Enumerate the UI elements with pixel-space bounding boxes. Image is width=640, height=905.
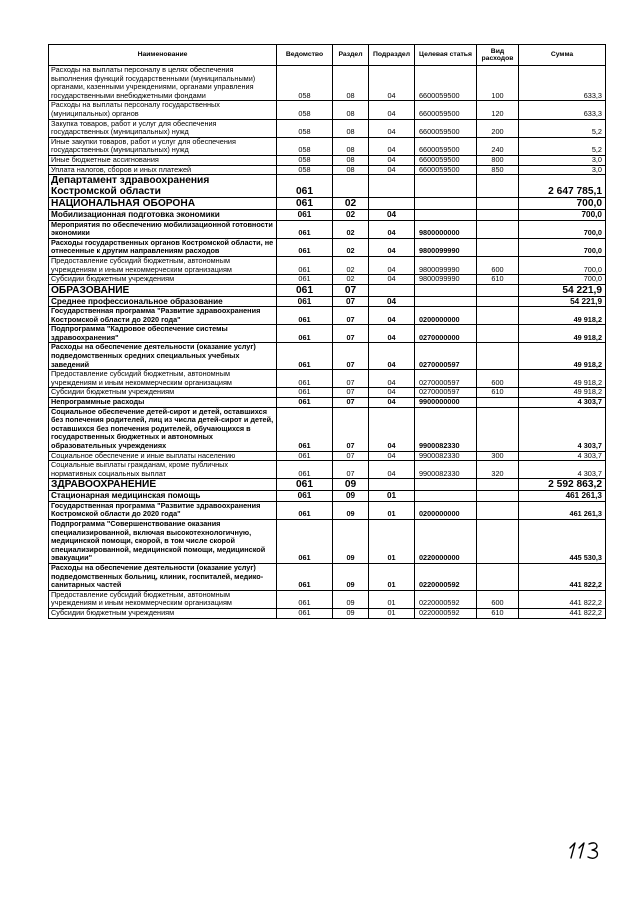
- cell-summa: 700,0: [519, 238, 606, 256]
- cell-podrazdel: [369, 479, 415, 491]
- cell-ved: 058: [277, 66, 333, 101]
- cell-podrazdel: 04: [369, 307, 415, 325]
- cell-statya: 9800099990: [415, 256, 477, 274]
- cell-name: Подпрограмма "Совершенствование оказания специализированной, включая высокотехнологичную, медицинской помощи, скорой, в том числе скорой специализированной, медицинской помощи, медицинской эвакуации": [49, 519, 277, 563]
- cell-summa: 461 261,3: [519, 501, 606, 519]
- cell-summa: 2 592 863,2: [519, 479, 606, 491]
- cell-podrazdel: 04: [369, 296, 415, 306]
- cell-name: Государственная программа "Развитие здравоохранения Костромской области до 2020 года": [49, 501, 277, 519]
- header-podrazdel: Подраздел: [369, 45, 415, 66]
- cell-statya: 9900000000: [415, 398, 477, 408]
- cell-summa: 700,0: [519, 275, 606, 285]
- cell-ved: 061: [277, 175, 333, 198]
- table-row: [49, 325, 606, 343]
- cell-statya: [415, 479, 477, 491]
- cell-statya: [415, 296, 477, 306]
- cell-razdel: 08: [333, 66, 369, 101]
- cell-vid: 600: [477, 370, 519, 388]
- cell-ved: 061: [277, 220, 333, 238]
- cell-ved: 058: [277, 155, 333, 165]
- table-row: [49, 608, 606, 618]
- cell-statya: 0270000597: [415, 388, 477, 398]
- table-header: [49, 45, 606, 66]
- cell-statya: 9800000000: [415, 220, 477, 238]
- table-row: [49, 388, 606, 398]
- cell-name: Департамент здравоохранения Костромской области: [49, 175, 277, 198]
- table-row: [49, 398, 606, 408]
- table-row: [49, 256, 606, 274]
- cell-name: Расходы государственных органов Костромской области, не отнесенные к другим направлениям расходов: [49, 238, 277, 256]
- cell-vid: [477, 501, 519, 519]
- cell-podrazdel: 01: [369, 563, 415, 590]
- cell-ved: 058: [277, 119, 333, 137]
- cell-podrazdel: [369, 198, 415, 210]
- table-row: [49, 101, 606, 119]
- cell-razdel: 07: [333, 307, 369, 325]
- cell-summa: 700,0: [519, 256, 606, 274]
- header-name: Наименование: [49, 45, 277, 66]
- cell-razdel: 09: [333, 491, 369, 501]
- cell-vid: 120: [477, 101, 519, 119]
- budget-table: [48, 44, 606, 619]
- cell-vid: [477, 479, 519, 491]
- cell-ved: 061: [277, 325, 333, 343]
- cell-vid: 100: [477, 66, 519, 101]
- header-razdel: Раздел: [333, 45, 369, 66]
- cell-statya: 9800099990: [415, 238, 477, 256]
- cell-vid: [477, 296, 519, 306]
- table-body: [49, 66, 606, 619]
- cell-razdel: 07: [333, 407, 369, 451]
- cell-ved: 061: [277, 307, 333, 325]
- cell-podrazdel: 01: [369, 608, 415, 618]
- cell-razdel: 09: [333, 563, 369, 590]
- cell-ved: 061: [277, 563, 333, 590]
- cell-summa: 49 918,2: [519, 388, 606, 398]
- cell-summa: 5,2: [519, 137, 606, 155]
- cell-summa: 54 221,9: [519, 296, 606, 306]
- cell-razdel: 09: [333, 519, 369, 563]
- cell-vid: [477, 519, 519, 563]
- cell-statya: 9900082330: [415, 451, 477, 461]
- cell-podrazdel: 04: [369, 407, 415, 451]
- cell-podrazdel: 04: [369, 165, 415, 175]
- cell-name: Социальное обеспечение и иные выплаты населению: [49, 451, 277, 461]
- cell-name: НАЦИОНАЛЬНАЯ ОБОРОНА: [49, 198, 277, 210]
- cell-summa: 3,0: [519, 165, 606, 175]
- cell-name: ОБРАЗОВАНИЕ: [49, 284, 277, 296]
- cell-ved: 061: [277, 284, 333, 296]
- table-row: [49, 307, 606, 325]
- cell-ved: 061: [277, 275, 333, 285]
- table-row: [49, 198, 606, 210]
- cell-statya: 0270000000: [415, 325, 477, 343]
- cell-statya: [415, 284, 477, 296]
- cell-vid: 320: [477, 461, 519, 479]
- cell-ved: 061: [277, 407, 333, 451]
- cell-name: Среднее профессиональное образование: [49, 296, 277, 306]
- cell-statya: 0270000597: [415, 370, 477, 388]
- cell-ved: 061: [277, 388, 333, 398]
- cell-name: Закупка товаров, работ и услуг для обеспечения государственных (муниципальных) нужд: [49, 119, 277, 137]
- table-row: [49, 407, 606, 451]
- cell-podrazdel: 04: [369, 451, 415, 461]
- table-row: [49, 491, 606, 501]
- table-row: [49, 479, 606, 491]
- cell-ved: 058: [277, 137, 333, 155]
- cell-podrazdel: 04: [369, 398, 415, 408]
- cell-summa: 633,3: [519, 66, 606, 101]
- cell-ved: 061: [277, 501, 333, 519]
- cell-name: Иные бюджетные ассигнования: [49, 155, 277, 165]
- cell-vid: 610: [477, 275, 519, 285]
- cell-summa: 49 918,2: [519, 307, 606, 325]
- cell-statya: [415, 198, 477, 210]
- cell-summa: 49 918,2: [519, 343, 606, 370]
- table-row: [49, 155, 606, 165]
- cell-vid: [477, 407, 519, 451]
- cell-summa: 461 261,3: [519, 491, 606, 501]
- cell-vid: [477, 398, 519, 408]
- cell-razdel: 02: [333, 198, 369, 210]
- cell-razdel: 02: [333, 210, 369, 220]
- cell-vid: 850: [477, 165, 519, 175]
- cell-razdel: 08: [333, 165, 369, 175]
- cell-vid: 240: [477, 137, 519, 155]
- cell-vid: [477, 220, 519, 238]
- cell-ved: 061: [277, 256, 333, 274]
- cell-razdel: 08: [333, 137, 369, 155]
- cell-summa: 441 822,2: [519, 608, 606, 618]
- cell-ved: 061: [277, 238, 333, 256]
- cell-vid: [477, 563, 519, 590]
- cell-vid: [477, 238, 519, 256]
- cell-podrazdel: 01: [369, 501, 415, 519]
- cell-ved: 058: [277, 101, 333, 119]
- cell-vid: [477, 175, 519, 198]
- cell-podrazdel: 04: [369, 461, 415, 479]
- cell-name: Социальное обеспечение детей-сирот и детей, оставшихся без попечения родителей, лиц из числа детей-сирот и детей, оставшихся без попечения родителей, обучающихся в государственных бюджетных и автономных образовательных учреждениях: [49, 407, 277, 451]
- cell-podrazdel: 04: [369, 370, 415, 388]
- cell-vid: [477, 307, 519, 325]
- cell-statya: [415, 491, 477, 501]
- cell-summa: 49 918,2: [519, 370, 606, 388]
- cell-statya: 0200000000: [415, 307, 477, 325]
- header-statya: Целевая статья: [415, 45, 477, 66]
- cell-statya: 0220000000: [415, 519, 477, 563]
- cell-name: Расходы на обеспечение деятельности (оказание услуг) подведомственных средних специальных учебных заведений: [49, 343, 277, 370]
- cell-razdel: 07: [333, 398, 369, 408]
- cell-razdel: 07: [333, 343, 369, 370]
- cell-summa: 700,0: [519, 198, 606, 210]
- cell-name: Стационарная медицинская помощь: [49, 491, 277, 501]
- cell-summa: 441 822,2: [519, 563, 606, 590]
- cell-razdel: 07: [333, 370, 369, 388]
- cell-ved: 061: [277, 451, 333, 461]
- cell-summa: 2 647 785,1: [519, 175, 606, 198]
- table-row: [49, 66, 606, 101]
- cell-summa: 700,0: [519, 210, 606, 220]
- cell-vid: [477, 210, 519, 220]
- cell-razdel: 07: [333, 451, 369, 461]
- cell-statya: 0220000592: [415, 608, 477, 618]
- cell-statya: 0220000592: [415, 563, 477, 590]
- cell-name: Расходы на обеспечение деятельности (оказание услуг) подведомственных больниц, клиник, госпиталей, медико-санитарных частей: [49, 563, 277, 590]
- cell-podrazdel: 04: [369, 101, 415, 119]
- cell-ved: 061: [277, 198, 333, 210]
- cell-ved: 061: [277, 479, 333, 491]
- cell-summa: 441 822,2: [519, 590, 606, 608]
- table-row: [49, 119, 606, 137]
- cell-vid: 600: [477, 590, 519, 608]
- table-row: [49, 210, 606, 220]
- cell-summa: 445 530,3: [519, 519, 606, 563]
- cell-ved: 061: [277, 461, 333, 479]
- table-row: [49, 501, 606, 519]
- table-row: [49, 590, 606, 608]
- cell-razdel: [333, 175, 369, 198]
- cell-name: Предоставление субсидий бюджетным, автономным учреждениям и иным некоммерческим организациям: [49, 256, 277, 274]
- cell-summa: 49 918,2: [519, 325, 606, 343]
- cell-podrazdel: 01: [369, 519, 415, 563]
- cell-summa: 633,3: [519, 101, 606, 119]
- table-row: [49, 370, 606, 388]
- cell-statya: 9900082330: [415, 407, 477, 451]
- cell-podrazdel: 04: [369, 137, 415, 155]
- table-row: [49, 519, 606, 563]
- table-row: [49, 238, 606, 256]
- cell-podrazdel: 01: [369, 491, 415, 501]
- cell-razdel: 07: [333, 388, 369, 398]
- cell-name: Мероприятия по обеспечению мобилизационной готовности экономики: [49, 220, 277, 238]
- cell-razdel: 02: [333, 238, 369, 256]
- cell-summa: 4 303,7: [519, 451, 606, 461]
- table-row: [49, 563, 606, 590]
- cell-statya: 0220000592: [415, 590, 477, 608]
- cell-name: Социальные выплаты гражданам, кроме публичных нормативных социальных выплат: [49, 461, 277, 479]
- cell-statya: 6600059500: [415, 119, 477, 137]
- cell-name: Субсидии бюджетным учреждениям: [49, 608, 277, 618]
- cell-podrazdel: 04: [369, 119, 415, 137]
- cell-statya: [415, 210, 477, 220]
- cell-razdel: 07: [333, 461, 369, 479]
- cell-ved: 061: [277, 370, 333, 388]
- cell-vid: [477, 198, 519, 210]
- cell-name: Предоставление субсидий бюджетным, автономным учреждениям и иным некоммерческим организациям: [49, 590, 277, 608]
- table-row: [49, 275, 606, 285]
- cell-statya: 9900082330: [415, 461, 477, 479]
- table-row: [49, 220, 606, 238]
- table-row: [49, 451, 606, 461]
- cell-podrazdel: [369, 175, 415, 198]
- cell-razdel: 09: [333, 479, 369, 491]
- cell-name: Уплата налогов, сборов и иных платежей: [49, 165, 277, 175]
- cell-statya: 6600059500: [415, 101, 477, 119]
- cell-podrazdel: 04: [369, 220, 415, 238]
- cell-ved: 061: [277, 519, 333, 563]
- cell-statya: 0200000000: [415, 501, 477, 519]
- cell-name: Расходы на выплаты персоналу в целях обеспечения выполнения функций государственными (муниципальными) органами, казенными учреждениями, органами управления государственными внебюджетными фондами: [49, 66, 277, 101]
- cell-ved: 061: [277, 296, 333, 306]
- cell-vid: 610: [477, 388, 519, 398]
- cell-name: Непрограммные расходы: [49, 398, 277, 408]
- cell-ved: 061: [277, 491, 333, 501]
- cell-name: Предоставление субсидий бюджетным, автономным учреждениям и иным некоммерческим организациям: [49, 370, 277, 388]
- cell-statya: 0270000597: [415, 343, 477, 370]
- cell-name: Субсидии бюджетным учреждениям: [49, 275, 277, 285]
- cell-name: ЗДРАВООХРАНЕНИЕ: [49, 479, 277, 491]
- cell-razdel: 08: [333, 119, 369, 137]
- cell-podrazdel: 04: [369, 66, 415, 101]
- cell-razdel: 08: [333, 155, 369, 165]
- cell-name: Иные закупки товаров, работ и услуг для обеспечения государственных (муниципальных) нужд: [49, 137, 277, 155]
- cell-statya: [415, 175, 477, 198]
- cell-summa: 5,2: [519, 119, 606, 137]
- cell-name: Подпрограмма "Кадровое обеспечение системы здравоохранения": [49, 325, 277, 343]
- table-row: [49, 165, 606, 175]
- cell-razdel: 08: [333, 101, 369, 119]
- table-row: [49, 137, 606, 155]
- cell-podrazdel: 04: [369, 155, 415, 165]
- cell-vid: 800: [477, 155, 519, 165]
- cell-vid: 610: [477, 608, 519, 618]
- cell-podrazdel: 04: [369, 343, 415, 370]
- cell-summa: 3,0: [519, 155, 606, 165]
- cell-summa: 4 303,7: [519, 398, 606, 408]
- cell-name: Расходы на выплаты персоналу государственных (муниципальных) органов: [49, 101, 277, 119]
- table-row: [49, 296, 606, 306]
- cell-ved: 061: [277, 590, 333, 608]
- cell-name: Субсидии бюджетным учреждениям: [49, 388, 277, 398]
- page-number: [566, 838, 606, 862]
- cell-podrazdel: 04: [369, 256, 415, 274]
- page-number-handwriting: [570, 843, 597, 858]
- table-row: [49, 343, 606, 370]
- cell-razdel: 02: [333, 256, 369, 274]
- cell-vid: 300: [477, 451, 519, 461]
- cell-razdel: 02: [333, 275, 369, 285]
- cell-vid: [477, 491, 519, 501]
- cell-razdel: 09: [333, 590, 369, 608]
- cell-statya: 6600059500: [415, 155, 477, 165]
- cell-razdel: 09: [333, 608, 369, 618]
- cell-statya: 6600059500: [415, 66, 477, 101]
- cell-statya: 6600059500: [415, 165, 477, 175]
- cell-name: Государственная программа "Развитие здравоохранения Костромской области до 2020 года": [49, 307, 277, 325]
- cell-razdel: 07: [333, 325, 369, 343]
- cell-vid: [477, 325, 519, 343]
- cell-podrazdel: 04: [369, 210, 415, 220]
- cell-podrazdel: 01: [369, 590, 415, 608]
- cell-razdel: 07: [333, 284, 369, 296]
- cell-vid: 200: [477, 119, 519, 137]
- cell-vid: [477, 343, 519, 370]
- cell-ved: 061: [277, 398, 333, 408]
- cell-razdel: 09: [333, 501, 369, 519]
- cell-podrazdel: 04: [369, 325, 415, 343]
- cell-podrazdel: 04: [369, 238, 415, 256]
- cell-podrazdel: 04: [369, 275, 415, 285]
- header-vedomstvo: Ведомство: [277, 45, 333, 66]
- header-summa: Сумма: [519, 45, 606, 66]
- cell-summa: 700,0: [519, 220, 606, 238]
- cell-razdel: 07: [333, 296, 369, 306]
- cell-ved: 061: [277, 343, 333, 370]
- cell-vid: [477, 284, 519, 296]
- cell-podrazdel: [369, 284, 415, 296]
- cell-summa: 4 303,7: [519, 461, 606, 479]
- header-vid: Вид расходов: [477, 45, 519, 66]
- cell-ved: 061: [277, 210, 333, 220]
- table-row: [49, 175, 606, 198]
- cell-ved: 058: [277, 165, 333, 175]
- cell-summa: 54 221,9: [519, 284, 606, 296]
- cell-razdel: 02: [333, 220, 369, 238]
- table-row: [49, 284, 606, 296]
- cell-statya: 9800099990: [415, 275, 477, 285]
- cell-summa: 4 303,7: [519, 407, 606, 451]
- cell-podrazdel: 04: [369, 388, 415, 398]
- cell-name: Мобилизационная подготовка экономики: [49, 210, 277, 220]
- cell-ved: 061: [277, 608, 333, 618]
- cell-statya: 6600059500: [415, 137, 477, 155]
- table-row: [49, 461, 606, 479]
- cell-vid: 600: [477, 256, 519, 274]
